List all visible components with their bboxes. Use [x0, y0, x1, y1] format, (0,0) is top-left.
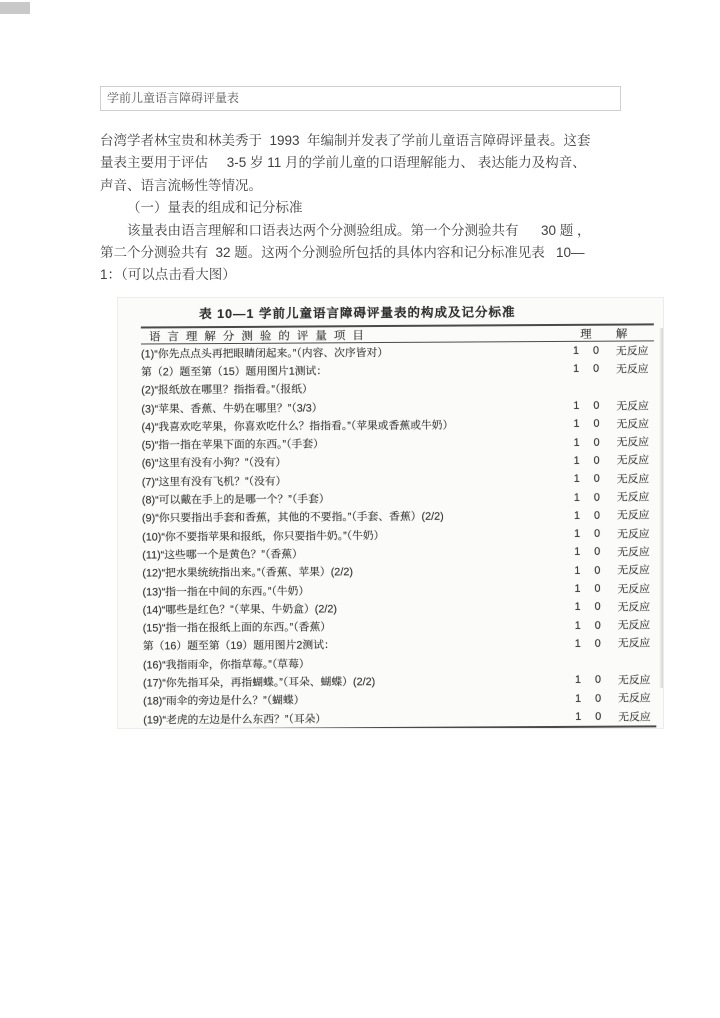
row-score-1: 1 [574, 637, 581, 650]
row-note: 无反应 [618, 710, 651, 724]
row-question: (9)“你只要指出手套和香蕉，其他的不要指。”（手套、香蕉）(2/2) [141, 510, 444, 525]
row-score-0: 0 [592, 344, 600, 357]
row-note: 无反应 [615, 345, 649, 358]
article-line: 量表主要用于评估 3-5 岁 11 月的学前儿童的口语理解能力、 表达能力及构音、 [100, 155, 586, 171]
scan-content [118, 298, 663, 728]
row-score-1: 1 [574, 527, 581, 540]
row-question: (13)“指一指在中间的东西。”（牛奶） [142, 584, 310, 599]
row-score-0: 0 [594, 601, 601, 614]
table-header-item: 语言理解分测验的评量项目 [148, 329, 371, 343]
row-score-1: 1 [573, 436, 580, 449]
row-note: 无反应 [616, 473, 650, 486]
row-score-0: 0 [593, 472, 600, 485]
article-line: 该量表由语言理解和口语表达两个分测验组成。第一个分测验共有 30 题 ， [127, 222, 591, 238]
row-question: (1)“你先点点头再把眼睛闭起来。”（内容、次序皆对） [140, 346, 389, 361]
row-question: (6)“这里有没有小狗？”（没有） [141, 457, 287, 470]
scale-table-image[interactable] [118, 298, 663, 728]
row-score-1: 1 [574, 601, 581, 614]
row-score-0: 0 [595, 692, 602, 705]
page-title: 学前儿童语言障碍评量表 [107, 91, 240, 105]
table-title: 表 10—1 学前儿童语言障碍评量表的构成及记分标准 [199, 305, 516, 322]
row-score-1: 1 [575, 710, 582, 723]
row-note: 无反应 [617, 528, 650, 541]
row-score-1: 1 [574, 546, 581, 559]
row-score-0: 0 [594, 637, 601, 650]
row-score-1: 1 [573, 399, 580, 412]
page-title-box [100, 86, 621, 111]
scan-table-rows [141, 341, 656, 728]
row-question: (5)“指一指在苹果下面的东西。”（手套） [141, 438, 324, 452]
row-score-1: 1 [574, 582, 581, 595]
row-question: (11)“这些哪一个是黄色？”（香蕉） [142, 548, 303, 562]
article-line: 第二个分测验共有 32 题。这两个分测验所包括的具体内容和记分标准见表 10— [100, 245, 585, 261]
row-note: 无反应 [617, 674, 651, 687]
article-line: 1：（可以点击看大图） [100, 267, 236, 283]
assessment-table [141, 323, 656, 728]
row-question: 第（16）题至第（19）题用图片2测试： [142, 639, 335, 653]
row-score-1: 1 [573, 509, 581, 522]
row-score-0: 0 [594, 546, 601, 559]
row-score-0: 0 [594, 619, 601, 632]
row-question: (3)“苹果、香蕉、牛奶在哪里？”（3/3） [141, 401, 323, 416]
row-question: (8)“可以戴在手上的是哪一个？”（手套） [141, 493, 330, 507]
table-header-note-col: 解 [615, 328, 628, 341]
row-score-0: 0 [594, 564, 601, 577]
article-body [100, 130, 621, 287]
row-score-0: 0 [593, 436, 600, 449]
row-score-1: 1 [573, 418, 580, 431]
row-note: 无反应 [616, 399, 649, 413]
table-row [143, 707, 656, 728]
row-score-1: 1 [574, 564, 581, 577]
page-corner-artifact [0, 2, 30, 14]
row-score-1: 1 [575, 692, 582, 705]
row-note: 无反应 [617, 546, 650, 559]
row-note: 无反应 [617, 582, 650, 596]
row-note: 无反应 [616, 418, 649, 431]
article-line: 声音、语言流畅性等情况。 [100, 177, 262, 193]
row-note: 无反应 [616, 454, 650, 468]
row-question: (2)“报纸放在哪里？指指看。”（报纸） [141, 383, 313, 397]
row-note: 无反应 [616, 509, 650, 522]
row-score-1: 1 [573, 363, 580, 376]
row-note: 无反应 [618, 692, 651, 705]
row-question: (4)“我喜欢吃苹果，你喜欢吃什么？指指看。”（苹果或香蕉或牛奶） [141, 419, 454, 434]
table-header-score-col: 理 [580, 328, 592, 341]
row-score-0: 0 [593, 491, 600, 504]
row-score-1: 1 [574, 619, 581, 632]
row-question: 第（2）题至第（15）题用图片1测试： [141, 365, 328, 379]
row-score-1: 1 [572, 344, 580, 358]
article-line: （一）量表的组成和记分标准 [127, 200, 303, 216]
row-score-0: 0 [593, 363, 600, 376]
row-note: 无反应 [617, 619, 651, 632]
row-note: 无反应 [617, 564, 650, 577]
row-score-0: 0 [593, 454, 600, 467]
row-question: (17)“你先指耳朵，再指蝴蝶。”（耳朵、蝴蝶）(2/2) [142, 676, 376, 690]
row-question: (19)“老虎的左边是什么东西？”（耳朵） [143, 712, 327, 727]
row-score-0: 0 [593, 509, 601, 522]
row-score-1: 1 [573, 454, 580, 467]
row-note: 无反应 [617, 637, 651, 651]
row-question: (10)“你不要指苹果和报纸，你只要指牛奶。”（牛奶） [142, 529, 385, 544]
row-score-0: 0 [594, 582, 601, 595]
row-score-0: 0 [593, 418, 600, 431]
row-note: 无反应 [616, 436, 649, 449]
row-score-0: 0 [594, 674, 602, 687]
row-note: 无反应 [617, 601, 651, 614]
row-score-1: 1 [574, 674, 582, 687]
row-question: (16)“我指雨伞，你指草莓。”（草莓） [142, 658, 310, 672]
row-question: (12)“把水果统统指出来。”（香蕉、苹果）(2/2) [142, 566, 353, 580]
row-score-1: 1 [573, 473, 580, 486]
row-note: 无反应 [616, 491, 650, 504]
row-score-0: 0 [595, 710, 602, 723]
row-question: (7)“这里有没有飞机？”（没有） [141, 475, 287, 489]
article-line: 台湾学者林宝贵和林美秀于 1993 年编制并发表了学前儿童语言障碍评量表。这套 [100, 133, 591, 148]
row-score-0: 0 [593, 399, 600, 412]
row-note: 无反应 [616, 363, 649, 376]
row-question: (14)“哪些是红色？”（苹果、牛奶盒）(2/2) [142, 603, 337, 617]
row-score-1: 1 [573, 491, 580, 504]
row-score-0: 0 [594, 527, 601, 540]
row-question: (15)“指一指在报纸上面的东西。”（香蕉） [142, 621, 332, 635]
row-question: (18)“雨伞的旁边是什么？”（蝴蝶） [143, 694, 305, 708]
document-content [100, 86, 621, 287]
